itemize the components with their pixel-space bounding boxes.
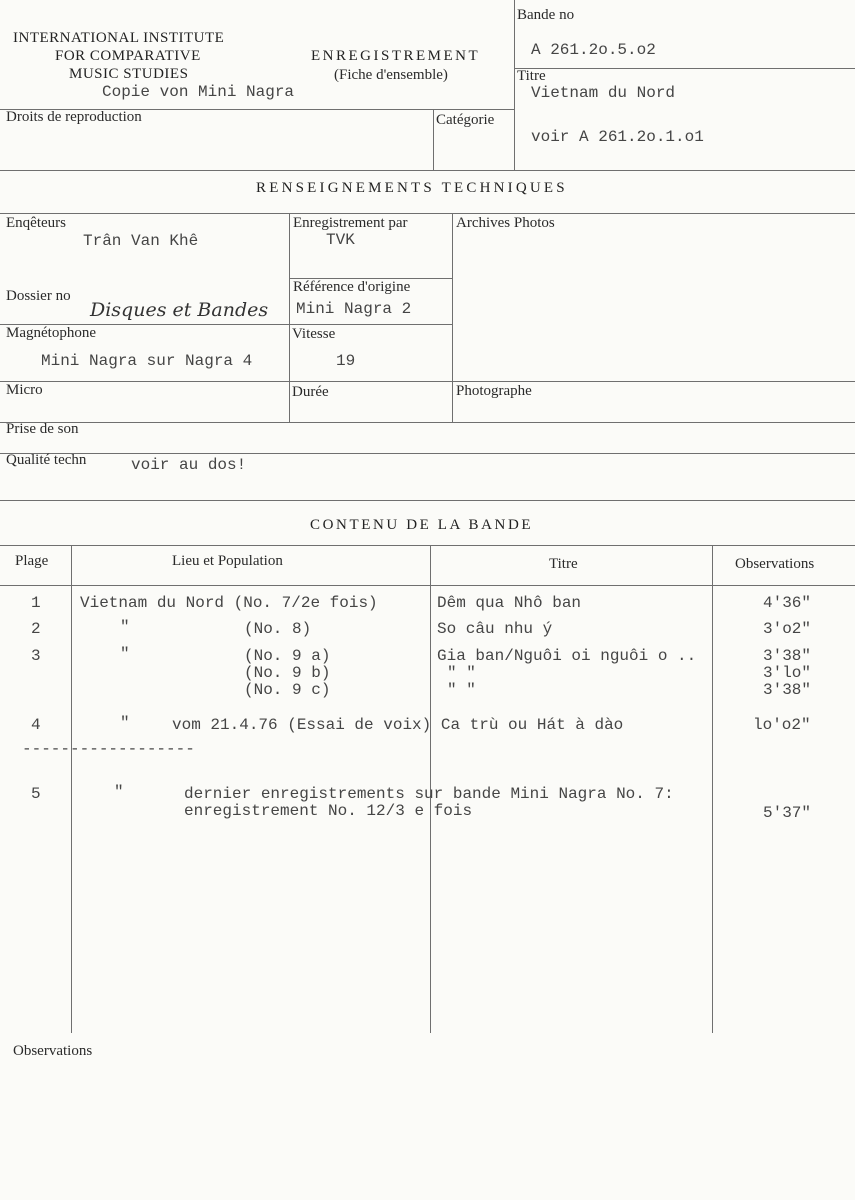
enregistrement-par-label: Enregistrement par <box>293 215 408 231</box>
qualite-label: Qualité techn <box>6 452 87 468</box>
titre-reference: voir A 261.2o.1.o1 <box>531 128 704 146</box>
row3-lieu-a: (No. 9 a) <box>244 647 331 665</box>
row1-duration: 4'36" <box>763 594 812 612</box>
titre-label: Titre <box>517 68 546 84</box>
row5-line1: dernier enregistrements sur bande Mini Nagra No. 7: <box>184 785 674 803</box>
row4-plage: 4 <box>31 716 41 734</box>
tech-row-line-3 <box>0 381 855 382</box>
row1-lieu: Vietnam du Nord (No. 7/2e fois) <box>80 594 378 612</box>
header-plage: Plage <box>15 553 49 569</box>
content-section-title: CONTENU DE LA BANDE <box>310 517 534 533</box>
magnetophone-label: Magnétophone <box>6 325 96 341</box>
reference-value: Mini Nagra 2 <box>296 300 412 318</box>
dossier-label: Dossier no <box>6 288 71 304</box>
tech-col1-divider <box>289 213 290 422</box>
archives-photos-label: Archives Photos <box>456 215 555 231</box>
row4-lieu: vom 21.4.76 (Essai de voix) Ca trù ou Hát à dào <box>172 716 624 734</box>
row3-ditto: " <box>120 645 130 663</box>
photographe-label: Photographe <box>456 383 532 399</box>
row1-plage: 1 <box>31 594 41 612</box>
droits-label: Droits de reproduction <box>6 109 142 125</box>
row3-lieu-c: (No. 9 c) <box>244 681 331 699</box>
institute-name-line2: FOR COMPARATIVE <box>55 48 201 64</box>
row5-line2: enregistrement No. 12/3 e fois <box>184 802 473 820</box>
header-titre: Titre <box>549 556 578 572</box>
row3-duration-c: 3'38" <box>763 681 812 699</box>
enqueteurs-value: Trân Van Khê <box>83 232 199 250</box>
titre-top-line <box>514 68 855 69</box>
institute-name-line3: MUSIC STUDIES <box>69 66 189 82</box>
vitesse-label: Vitesse <box>292 326 336 342</box>
copy-note: Copie von Mini Nagra <box>102 83 295 101</box>
vitesse-value: 19 <box>336 352 356 370</box>
form-subtitle: (Fiche d'ensemble) <box>334 67 448 83</box>
magnetophone-value: Mini Nagra sur Nagra 4 <box>41 352 253 370</box>
row2-plage: 2 <box>31 620 41 638</box>
table-top-line <box>0 545 855 546</box>
duree-label: Durée <box>292 384 329 400</box>
dashed-separator: ------------------ <box>22 740 195 758</box>
row3-duration-b: 3'lo" <box>763 664 812 682</box>
row2-duration: 3'o2" <box>763 620 812 638</box>
row2-ditto: " <box>120 618 130 636</box>
bande-value: A 261.2o.5.o2 <box>531 41 656 59</box>
row3-duration-a: 3'38" <box>763 647 812 665</box>
tech-row-line-4 <box>0 422 855 423</box>
row3-titre-a: Gia ban/Nguôi oi nguôi o .. <box>437 647 697 665</box>
row3-lieu-b: (No. 9 b) <box>244 664 331 682</box>
row2-titre: So câu nhu ý <box>437 620 553 638</box>
observations-label: Observations <box>13 1043 93 1059</box>
qualite-value: voir au dos! <box>131 456 247 474</box>
row3-titre-c: " " <box>447 681 476 699</box>
row4-duration: lo'o2" <box>753 716 811 734</box>
dossier-value-handwritten: Disques et Bandes <box>90 299 269 321</box>
tech-bottom-line <box>0 500 855 501</box>
tech-grid-top-line <box>0 213 855 214</box>
row3-titre-b: " " <box>447 664 476 682</box>
micro-label: Micro <box>6 382 43 398</box>
header-divider-vertical <box>514 0 515 170</box>
row5-ditto: " <box>114 783 124 801</box>
categorie-label: Catégorie <box>436 112 495 128</box>
tech-section-title: RENSEIGNEMENTS TECHNIQUES <box>256 180 568 196</box>
prise-de-son-label: Prise de son <box>6 421 79 437</box>
row5-duration: 5'37" <box>763 804 812 822</box>
row4-ditto: " <box>120 714 130 732</box>
header-bottom-line <box>0 170 855 171</box>
table-col3-divider <box>712 545 713 1033</box>
tech-row-line-5 <box>0 453 855 454</box>
enregistrement-par-value: TVK <box>326 231 355 249</box>
reference-label: Référence d'origine <box>293 279 411 295</box>
tech-col2-divider <box>452 213 453 422</box>
row5-plage: 5 <box>31 785 41 803</box>
table-header-bottom-line <box>0 585 855 586</box>
form-title: ENREGISTREMENT <box>311 48 481 64</box>
titre-value: Vietnam du Nord <box>531 84 676 102</box>
table-col1-divider <box>71 545 72 1033</box>
row2-lieu: (No. 8) <box>244 620 312 638</box>
row3-plage: 3 <box>31 647 41 665</box>
header-observations: Observations <box>735 556 815 572</box>
categorie-divider <box>433 109 434 170</box>
bande-label: Bande no <box>517 7 575 23</box>
header-lieu: Lieu et Population <box>172 553 283 569</box>
enqueteurs-label: Enqêteurs <box>6 215 66 231</box>
institute-name-line1: INTERNATIONAL INSTITUTE <box>13 30 225 46</box>
row1-titre: Dêm qua Nhô ban <box>437 594 582 612</box>
